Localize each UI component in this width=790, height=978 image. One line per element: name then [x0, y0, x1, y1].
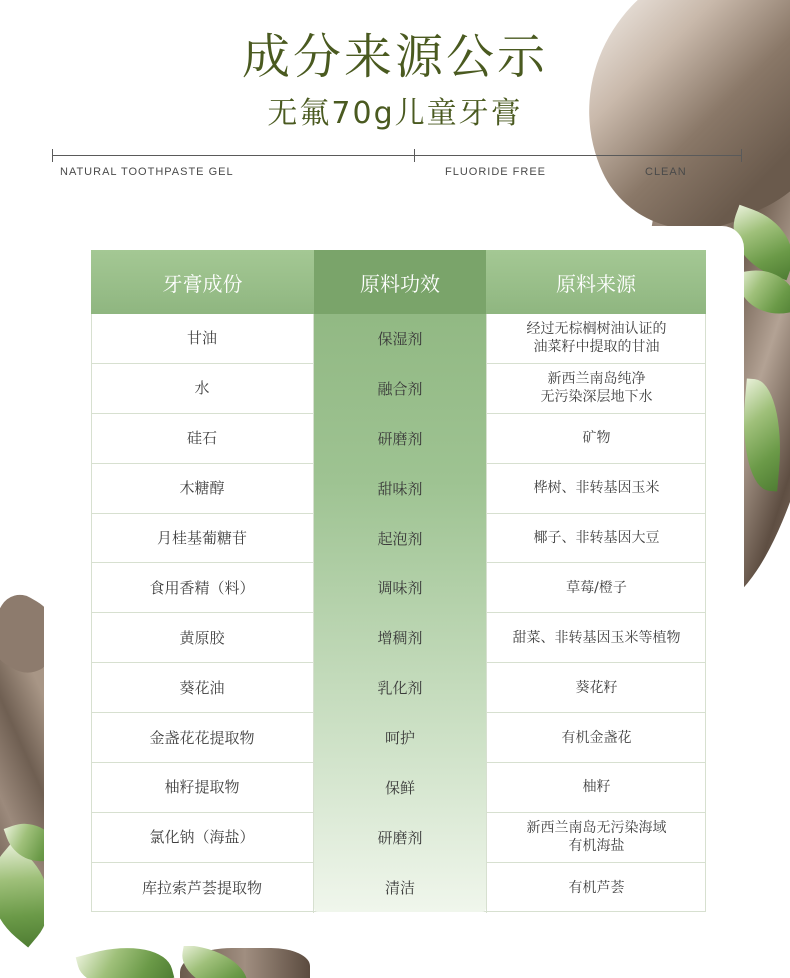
function-cell: 清洁: [384, 878, 415, 897]
source-cell: 草莓/橙子: [486, 563, 706, 613]
source-cell: 桦树、非转基因玉米: [486, 464, 706, 514]
table-row: [91, 514, 706, 564]
ingredient-cell: 食用香精（料）: [91, 563, 314, 613]
function-cell: 融合剂: [377, 379, 423, 398]
table-row: [91, 663, 706, 713]
function-cell: 增稠剂: [377, 629, 423, 648]
source-cell: 葵花籽: [486, 663, 706, 713]
source-cell: 椰子、非转基因大豆: [486, 514, 706, 564]
function-cell: 呵护: [384, 729, 415, 748]
table-row: [91, 364, 706, 414]
divider-tick: [52, 149, 53, 162]
table-row: [91, 763, 706, 813]
table-body: [91, 314, 706, 913]
function-cell: 起泡剂: [377, 529, 423, 548]
header-divider: [52, 155, 742, 156]
table-row: [91, 613, 706, 663]
source-cell: 新西兰南岛纯净 无污染深层地下水: [486, 364, 706, 414]
table-row: [91, 314, 706, 364]
ingredient-cell: 木糖醇: [91, 464, 314, 514]
table-row: [91, 414, 706, 464]
table-row: [91, 464, 706, 514]
ingredient-cell: 硅石: [91, 414, 314, 464]
tag-fluoride-free: FLUORIDE FREE: [445, 166, 547, 178]
function-cell: 乳化剂: [377, 679, 423, 698]
source-cell: 经过无棕榈树油认证的 油菜籽中提取的甘油: [486, 314, 706, 364]
table-header: [91, 250, 706, 314]
function-cell: 保鲜: [384, 778, 415, 797]
ingredient-cell: 水: [91, 364, 314, 414]
function-cell: 甜味剂: [377, 479, 423, 498]
source-cell: 矿物: [486, 414, 706, 464]
ingredient-cell: 月桂基葡糖苷: [91, 514, 314, 564]
source-cell: 甜菜、非转基因玉米等植物: [486, 613, 706, 663]
source-cell: 柚籽: [486, 763, 706, 813]
table-row: [91, 863, 706, 913]
product-subtitle: 无氟70g儿童牙膏: [267, 96, 523, 131]
header-source: 原料来源: [486, 250, 706, 314]
source-cell: 有机金盏花: [486, 713, 706, 763]
ingredient-cell: 黄原胶: [91, 613, 314, 663]
tag-natural: NATURAL TOOTHPASTE GEL: [60, 166, 234, 178]
function-cell: 保湿剂: [377, 329, 423, 348]
source-cell: 有机芦荟: [486, 863, 706, 913]
ingredient-cell: 柚籽提取物: [91, 763, 314, 813]
table-row: [91, 713, 706, 763]
tag-clean: CLEAN: [645, 166, 687, 178]
ingredient-cell: 甘油: [91, 314, 314, 364]
ingredient-cell: 葵花油: [91, 663, 314, 713]
divider-tick: [414, 149, 415, 162]
function-cell: 调味剂: [377, 579, 423, 598]
source-cell: 新西兰南岛无污染海域 有机海盐: [486, 813, 706, 863]
header-ingredient: 牙膏成份: [91, 250, 314, 314]
function-cell: 研磨剂: [377, 828, 423, 847]
table-row: [91, 563, 706, 613]
ingredient-cell: 氯化钠（海盐）: [91, 813, 314, 863]
divider-tick: [741, 149, 742, 162]
ingredient-cell: 库拉索芦荟提取物: [91, 863, 314, 913]
page-title: 成分来源公示: [241, 29, 548, 85]
ingredient-cell: 金盏花花提取物: [91, 713, 314, 763]
header-function: 原料功效: [314, 250, 486, 314]
function-cell: 研磨剂: [377, 429, 423, 448]
table-row: [91, 813, 706, 863]
